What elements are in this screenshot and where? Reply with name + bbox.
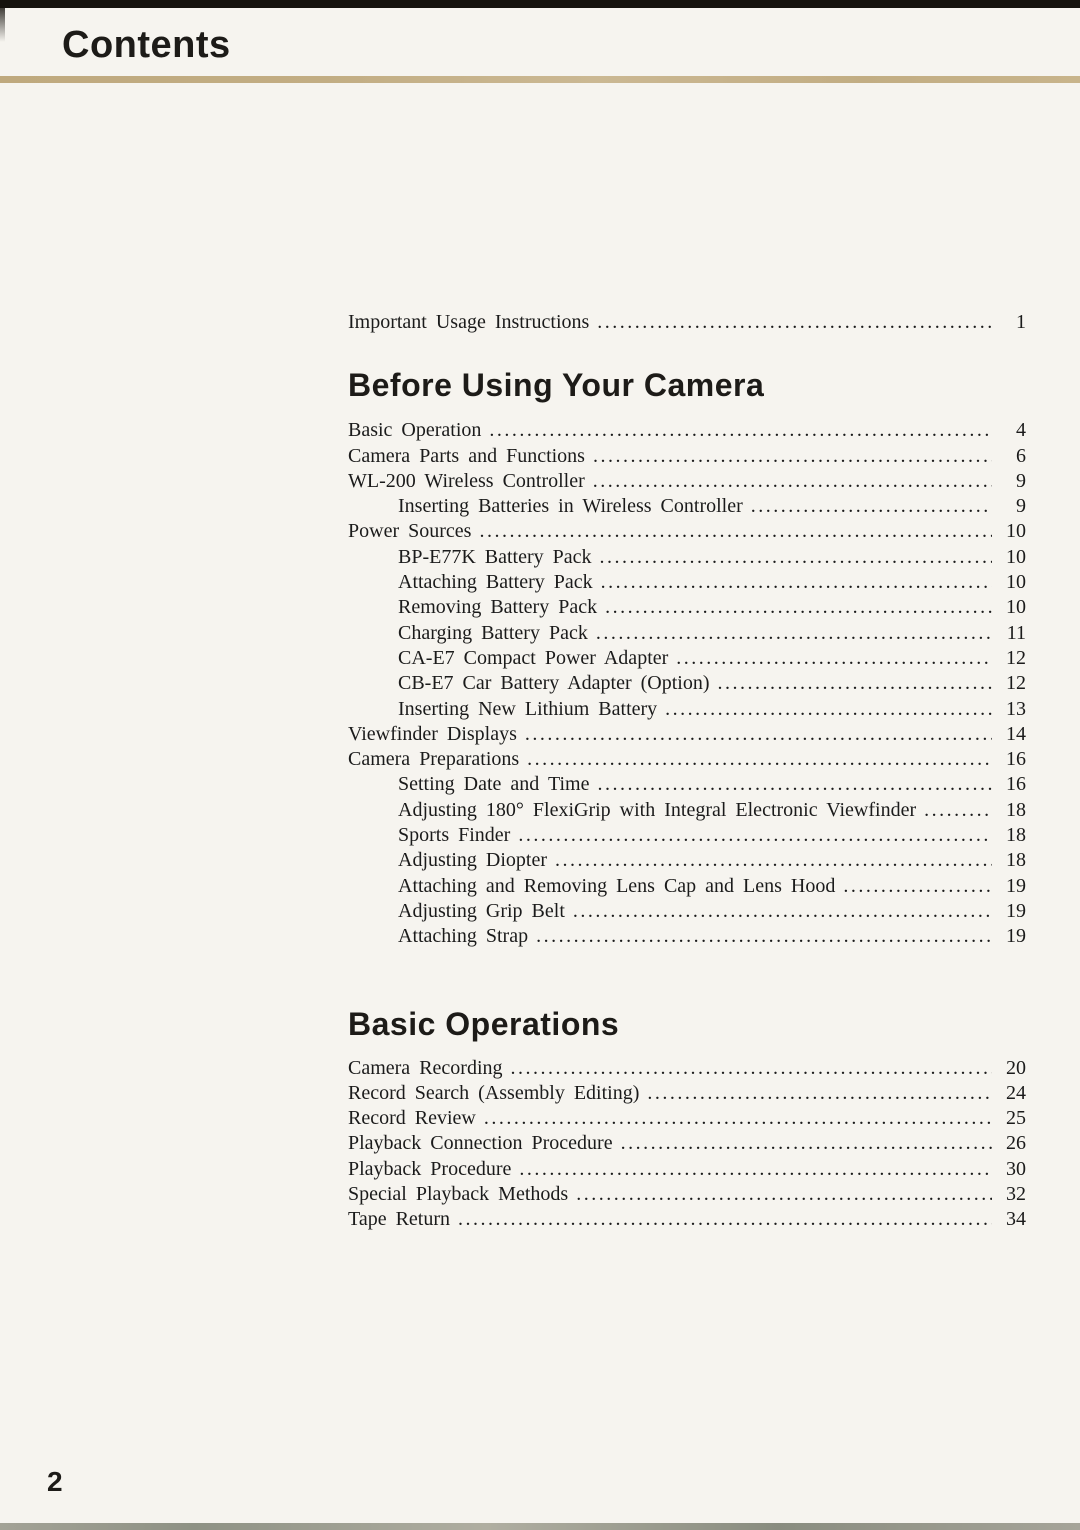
toc-entry-label: CB-E7 Car Battery Adapter (Option) xyxy=(398,672,710,695)
toc-leader-dots xyxy=(601,570,992,595)
toc-entry-label: Important Usage Instructions xyxy=(348,311,590,333)
toc-entry xyxy=(348,494,1026,519)
toc-entry xyxy=(348,418,1026,443)
toc-entry xyxy=(348,1182,1026,1207)
toc-entry-label: Adjusting Grip Belt xyxy=(398,899,565,922)
toc-entry-page: 34 xyxy=(1006,1208,1026,1231)
toc-entry xyxy=(348,772,1026,797)
toc-leader-dots xyxy=(597,310,992,335)
toc-entry xyxy=(348,1081,1026,1106)
toc-entry xyxy=(348,595,1026,620)
toc-entry xyxy=(348,310,1026,335)
toc-entry-label: BP-E77K Battery Pack xyxy=(398,545,592,568)
toc-entry-page: 6 xyxy=(1016,444,1026,467)
toc-entry-page: 11 xyxy=(1006,621,1026,644)
toc-leader-dots xyxy=(593,469,992,494)
toc-leader-dots xyxy=(600,545,992,570)
toc-entry xyxy=(348,823,1026,848)
toc-leader-dots xyxy=(924,798,992,823)
toc-entry xyxy=(348,1207,1026,1232)
toc-entry-page: 12 xyxy=(1006,646,1026,669)
toc-entry-page: 10 xyxy=(1006,596,1026,619)
toc-entry-page: 9 xyxy=(1016,495,1026,518)
toc-leader-dots xyxy=(525,722,992,747)
toc-entry-label: Camera Recording xyxy=(348,1056,503,1079)
toc-entry-page: 10 xyxy=(1006,545,1026,568)
toc-entry xyxy=(348,545,1026,570)
toc-entry-label: Record Search (Assembly Editing) xyxy=(348,1081,640,1104)
toc-leader-dots xyxy=(519,1157,992,1182)
top-edge-bar xyxy=(0,0,1080,8)
toc-entry-label: Sports Finder xyxy=(398,824,511,847)
toc-entry xyxy=(348,1056,1026,1081)
toc-entry xyxy=(348,621,1026,646)
toc-entry xyxy=(348,899,1026,924)
page-number: 2 xyxy=(47,1466,63,1497)
toc-leader-dots xyxy=(573,899,992,924)
toc-entry-label: Power Sources xyxy=(348,520,472,543)
toc-entry-page: 18 xyxy=(1006,824,1026,847)
toc-entry-label: Record Review xyxy=(348,1107,476,1130)
toc-leader-dots xyxy=(596,621,992,646)
toc-entry xyxy=(348,924,1026,949)
toc-entry xyxy=(348,874,1026,899)
toc-leader-dots xyxy=(647,1081,992,1106)
toc-entry-page: 14 xyxy=(1006,722,1026,745)
toc-entry-label: Viewfinder Displays xyxy=(348,722,517,745)
toc-leader-dots xyxy=(593,444,992,469)
toc-leader-dots xyxy=(605,595,992,620)
toc-leader-dots xyxy=(518,823,992,848)
toc-entry-page: 10 xyxy=(1006,571,1026,594)
toc-entry-label: Special Playback Methods xyxy=(348,1183,569,1206)
toc-entry-label: Inserting Batteries in Wireless Controller xyxy=(398,495,743,518)
toc-entry xyxy=(348,1157,1026,1182)
toc-entry xyxy=(348,848,1026,873)
toc-leader-dots xyxy=(843,874,992,899)
toc-entry-label: Adjusting Diopter xyxy=(398,849,547,872)
title-rule xyxy=(0,76,1080,83)
toc-entry xyxy=(348,1131,1026,1156)
toc-entry-label: Charging Battery Pack xyxy=(398,621,588,644)
toc-entry-label: Removing Battery Pack xyxy=(398,596,598,619)
toc-leader-dots xyxy=(718,671,993,696)
toc-entry xyxy=(348,519,1026,544)
toc-entry-page: 16 xyxy=(1006,773,1026,796)
table-of-contents xyxy=(348,310,1026,1233)
toc-entry-page: 18 xyxy=(1006,849,1026,872)
toc-leader-dots xyxy=(555,848,992,873)
toc-entry xyxy=(348,469,1026,494)
toc-entry-label: Setting Date and Time xyxy=(398,773,590,796)
toc-entry-page: 19 xyxy=(1006,874,1026,897)
toc-leader-dots xyxy=(576,1182,992,1207)
toc-leader-dots xyxy=(665,697,992,722)
toc-entry xyxy=(348,570,1026,595)
toc-leader-dots xyxy=(511,1056,993,1081)
toc-leader-dots xyxy=(479,519,992,544)
section-heading: Before Using Your Camera xyxy=(348,367,765,404)
toc-entry-page: 26 xyxy=(1006,1132,1026,1155)
toc-entry-label: CA-E7 Compact Power Adapter xyxy=(398,646,669,669)
toc-entry-label: Attaching Battery Pack xyxy=(398,571,593,594)
toc-entry-label: Attaching and Removing Lens Cap and Lens Hood xyxy=(398,874,836,897)
section-heading: Basic Operations xyxy=(348,1005,620,1042)
bottom-edge-bar xyxy=(0,1523,1080,1530)
toc-entry-page: 30 xyxy=(1006,1157,1026,1180)
toc-leader-dots xyxy=(527,747,992,772)
toc-entry-page: 1 xyxy=(1016,311,1026,333)
toc-entry-page: 4 xyxy=(1016,419,1026,442)
toc-entry xyxy=(348,747,1026,772)
toc-leader-dots xyxy=(621,1131,992,1156)
toc-entry-page: 32 xyxy=(1006,1183,1026,1206)
toc-entry-page: 18 xyxy=(1006,798,1026,821)
page-title: Contents xyxy=(62,24,231,66)
toc-entry-page: 16 xyxy=(1006,748,1026,771)
toc-sections xyxy=(348,368,1026,1232)
toc-entry-label: Inserting New Lithium Battery xyxy=(398,697,658,720)
toc-leader-dots xyxy=(458,1207,992,1232)
toc-leader-dots xyxy=(489,418,992,443)
toc-leader-dots xyxy=(597,772,992,797)
toc-entry-page: 19 xyxy=(1006,899,1026,922)
toc-entry-label: Adjusting 180° FlexiGrip with Integral Electronic Viewfinder xyxy=(398,798,917,821)
toc-entry-page: 12 xyxy=(1006,672,1026,695)
toc-leader-dots xyxy=(676,646,992,671)
toc-entry-label: Basic Operation xyxy=(348,419,482,442)
toc-entry xyxy=(348,1106,1026,1131)
toc-entry-label: Camera Parts and Functions xyxy=(348,444,585,467)
toc-entry-label: Playback Connection Procedure xyxy=(348,1132,613,1155)
toc-entry-label: WL-200 Wireless Controller xyxy=(348,469,585,492)
toc-entry xyxy=(348,671,1026,696)
left-edge-shadow xyxy=(0,0,5,42)
toc-entry-label: Playback Procedure xyxy=(348,1157,512,1180)
toc-entry xyxy=(348,722,1026,747)
toc-entry-page: 24 xyxy=(1006,1081,1026,1104)
toc-entry xyxy=(348,697,1026,722)
toc-entry-label: Camera Preparations xyxy=(348,748,520,771)
toc-entry-page: 10 xyxy=(1006,520,1026,543)
toc-leader-dots xyxy=(536,924,992,949)
toc-entry-page: 25 xyxy=(1006,1107,1026,1130)
toc-leader-dots xyxy=(751,494,992,519)
toc-entry xyxy=(348,798,1026,823)
toc-entry xyxy=(348,646,1026,671)
toc-entry-label: Attaching Strap xyxy=(398,925,529,948)
toc-leader-dots xyxy=(484,1106,992,1131)
toc-entry-page: 19 xyxy=(1006,925,1026,948)
toc-entry-page: 20 xyxy=(1006,1056,1026,1079)
toc-entry-page: 13 xyxy=(1006,697,1026,720)
toc-entry xyxy=(348,444,1026,469)
toc-entry-page: 9 xyxy=(1016,469,1026,492)
toc-entry-label: Tape Return xyxy=(348,1208,451,1231)
